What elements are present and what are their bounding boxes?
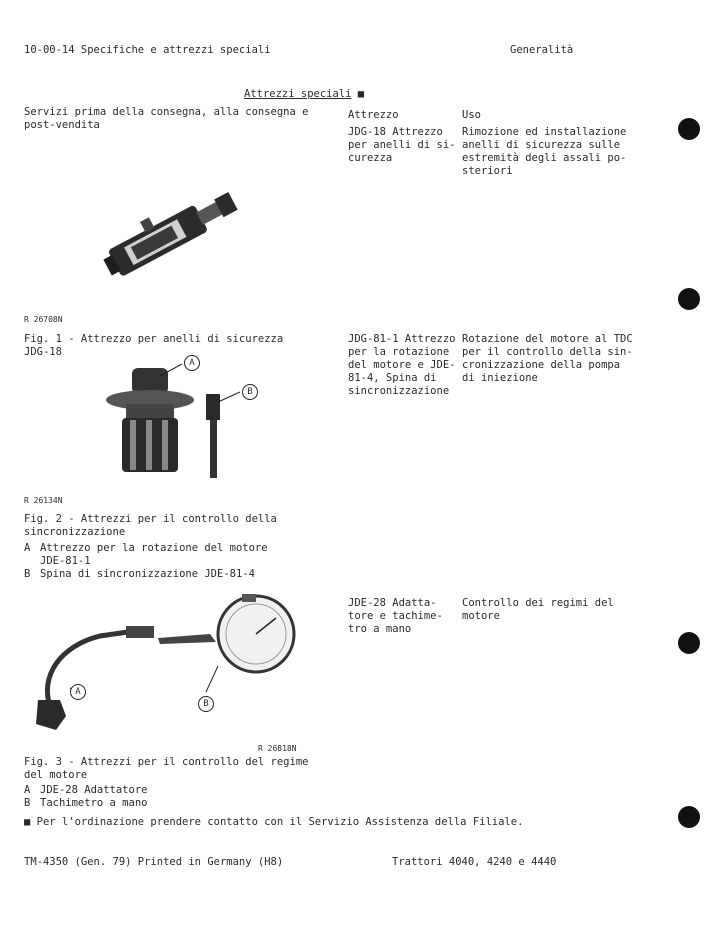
section-title-marker: ■ — [357, 88, 365, 100]
snap-ring-tool-figure — [90, 182, 240, 292]
column-header-uso: Uso — [462, 109, 481, 121]
figure-1-caption: Fig. 1 - Attrezzo per anelli di sicurezza JDG-18 — [24, 333, 284, 358]
figure-1-ref: R 26708N — [24, 315, 63, 324]
figure-3-legend-text-b: Tachimetro a mano — [40, 797, 148, 809]
table-row-2-uso: Rotazione del motore al TDC per il controllo della sin- cronizzazione della pompa di iniezione — [462, 333, 633, 384]
section-title-text: Attrezzi speciali — [244, 88, 352, 100]
table-row-1-uso: Rimozione ed installazione anelli di sicurezza sulle estremità degli assali po- steriori — [462, 126, 627, 177]
figure-2-legend-text-a: Attrezzo per la rotazione del motore JDE-81-1 — [40, 542, 268, 567]
figure-3-ref: R 26818N — [258, 744, 297, 753]
table-row-3-uso: Controllo dei regimi del motore — [462, 597, 614, 622]
page-header-right: Generalità — [510, 44, 574, 56]
binder-hole-icon — [678, 632, 700, 654]
table-row-3-attrezzo: JDE-28 Adatta- tore e tachime- tro a mano — [348, 597, 443, 635]
callout-a: A — [184, 355, 200, 371]
figure-2-ref: R 26134N — [24, 496, 63, 505]
callout-b: B — [242, 384, 258, 400]
figure-2-legend-text-b: Spina di sincronizzazione JDE-81-4 — [40, 568, 255, 580]
tachometer-adapter-figure — [30, 596, 310, 736]
figure-3-legend-key-a: A — [24, 784, 31, 796]
figure-2-legend-key-a: A — [24, 542, 31, 554]
column-header-attrezzo: Attrezzo — [348, 109, 399, 121]
page-footer-left: TM-4350 (Gen. 79) Printed in Germany (H8) — [24, 856, 284, 868]
page-header-left: 10-00-14 Specifiche e attrezzi speciali — [24, 44, 271, 56]
table-row-2-attrezzo: JDG-81-1 Attrezzo per la rotazione del motore e JDE- 81-4, Spina di sincronizzazione — [348, 333, 456, 397]
callout-b: B — [198, 696, 214, 712]
figure-3-legend-text-a: JDE-28 Adattatore — [40, 784, 148, 796]
binder-hole-icon — [678, 288, 700, 310]
figure-2-legend-key-b: B — [24, 568, 31, 580]
figure-3-legend-key-b: B — [24, 797, 31, 809]
footnote: ■ Per l'ordinazione prendere contatto con il Servizio Assistenza della Filiale. — [24, 816, 524, 828]
figure-3-caption: Fig. 3 - Attrezzi per il controllo del regime del motore — [24, 756, 309, 781]
intro-text: Servizi prima della consegna, alla consegna e post-vendita — [24, 106, 309, 131]
binder-hole-icon — [678, 806, 700, 828]
section-title — [244, 88, 364, 101]
binder-hole-icon — [678, 118, 700, 140]
figure-2-caption: Fig. 2 - Attrezzi per il controllo della sincronizzazione — [24, 513, 277, 538]
engine-rotation-tool-figure — [100, 364, 250, 484]
callout-a: A — [70, 684, 86, 700]
table-row-1-attrezzo: JDG-18 Attrezzo per anelli di si- curezza — [348, 126, 456, 164]
page-footer-right: Trattori 4040, 4240 e 4440 — [392, 856, 557, 868]
